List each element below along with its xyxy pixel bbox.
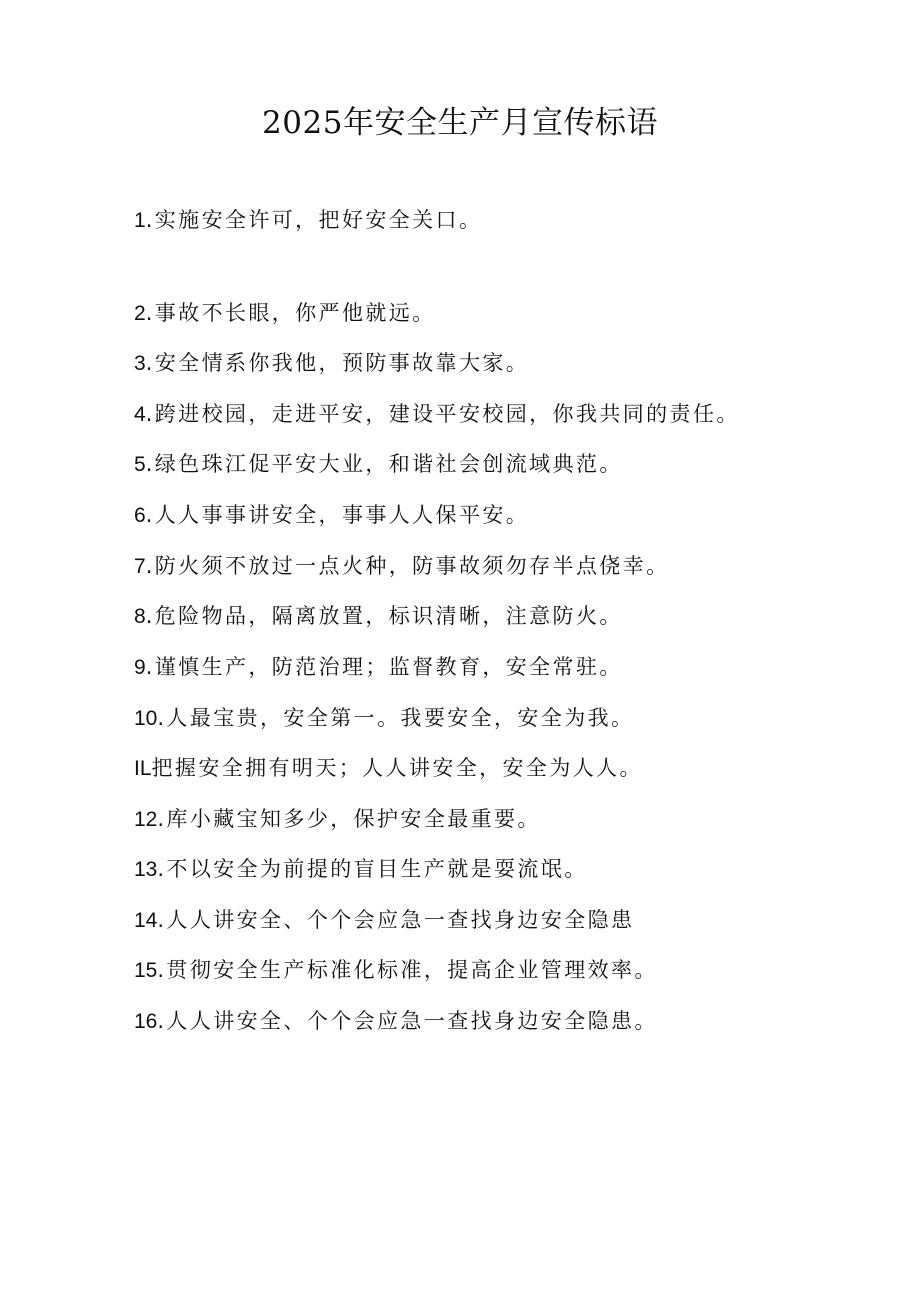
item-number: 7 (134, 555, 146, 578)
item-text: .人人讲安全、个个会应急一查找身边安全隐患。 (157, 1009, 658, 1033)
page-title: 2025年安全生产月宣传标语 (262, 105, 658, 141)
list-item (134, 954, 658, 987)
list-item (134, 702, 634, 735)
item-number: 3 (134, 352, 146, 375)
item-text: .事故不长眼，你严他就远。 (145, 301, 436, 325)
list-item (134, 651, 623, 684)
item-text: .人人事事讲安全，事事人人保平安。 (145, 503, 530, 527)
item-number: 16 (134, 1010, 158, 1033)
item-number: 5 (134, 453, 146, 476)
item-number: 15 (134, 959, 158, 982)
list-item (134, 1005, 658, 1038)
list-item (134, 499, 529, 532)
list-item (134, 297, 436, 330)
list-item (134, 803, 541, 836)
item-number: 1 (134, 209, 146, 232)
list-item (134, 204, 482, 237)
item-text: .绿色珠江促平安大业，和谐社会创流域典范。 (145, 452, 623, 476)
item-text: .不以安全为前提的盲目生产就是耍流氓。 (157, 857, 588, 881)
item-number: 6 (134, 504, 146, 527)
item-text: 把握安全拥有明天；人人讲安全，安全为人人。 (151, 756, 643, 780)
item-text: .防火须不放过一点火种，防事故须勿存半点侥幸。 (145, 554, 670, 578)
item-number: IL (134, 757, 152, 780)
item-text: .人人讲安全、个个会应急一查找身边安全隐患 (157, 908, 635, 932)
item-number: 4 (134, 403, 146, 426)
item-text: .贯彻安全生产标准化标准，提高企业管理效率。 (157, 958, 658, 982)
item-text: .库小藏宝知多少，保护安全最重要。 (157, 807, 541, 831)
list-item (134, 600, 623, 633)
list-item (134, 398, 740, 431)
item-number: 9 (134, 656, 146, 679)
item-text: .谨慎生产，防范治理；监督教育，安全常驻。 (145, 655, 623, 679)
item-number: 8 (134, 605, 146, 628)
list-item (134, 550, 670, 583)
item-number: 12 (134, 808, 158, 831)
item-text: .实施安全许可，把好安全关口。 (145, 208, 483, 232)
item-number: 13 (134, 858, 158, 881)
item-text: .人最宝贵，安全第一。我要安全，安全为我。 (157, 706, 635, 730)
item-number: 2 (134, 302, 146, 325)
item-number: 10 (134, 707, 158, 730)
item-text: .危险物品，隔离放置，标识清晰，注意防火。 (145, 604, 623, 628)
list-item (134, 904, 634, 937)
list-item (134, 752, 643, 785)
list-item (134, 853, 588, 886)
item-text: .安全情系你我他，预防事故靠大家。 (145, 351, 530, 375)
item-number: 14 (134, 909, 158, 932)
item-text: .跨进校园，走进平安，建设平安校园，你我共同的责任。 (145, 402, 740, 426)
list-item (134, 347, 529, 380)
list-item (134, 448, 623, 481)
